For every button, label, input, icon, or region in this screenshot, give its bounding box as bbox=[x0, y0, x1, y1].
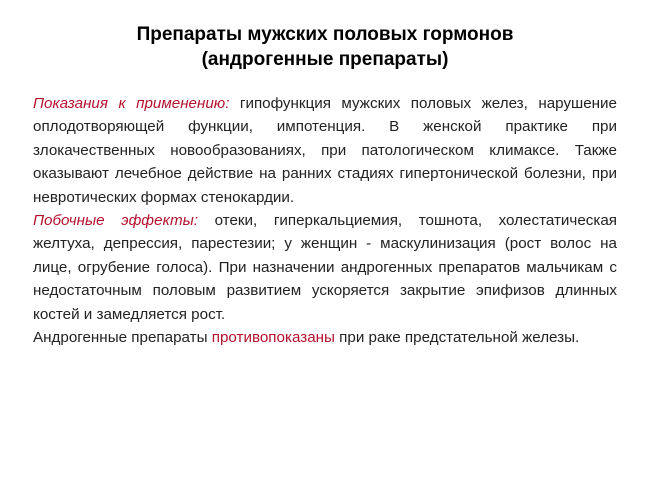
side-effects-text: отеки, гиперкальциемия, тошнота, холестатическая желтуха, депрессия, парестезии; у женщин - маскулинизация (рост волос на лице, огрубение голоса). При назначении андрогенных препаратов мальчикам с недостаточным половым развитием ускоряется закрытие эпифизов длинных костей и замедляется рост. bbox=[33, 212, 618, 323]
slide-title bbox=[0, 22, 650, 72]
contraindications-word: противопоказаны bbox=[211, 329, 335, 347]
slide-body bbox=[33, 92, 617, 349]
indications-term: Показания к применению: bbox=[33, 95, 230, 112]
side-effects-term: Побочные эффекты: bbox=[33, 212, 199, 230]
title-line-1: Препараты мужских половых гормонов bbox=[136, 24, 514, 45]
contraindications-after: при раке предстательной железы. bbox=[334, 329, 580, 347]
indications-text: гипофункция мужских половых желез, нарушение оплодотворяющей функции, импотенция. В женской практике при злокачественных новообразованиях, при патологическом климаксе. Также оказывают лечебное действие на ранних стадиях гипертонической болезни, при невротических формах стенокардии. bbox=[33, 95, 617, 206]
indications-paragraph bbox=[33, 92, 617, 209]
contraindications-before: Андрогенные препараты bbox=[33, 329, 212, 347]
title-line-2: (андрогенные препараты) bbox=[201, 49, 449, 70]
contraindications-paragraph bbox=[33, 326, 617, 349]
side-effects-paragraph bbox=[33, 209, 617, 326]
